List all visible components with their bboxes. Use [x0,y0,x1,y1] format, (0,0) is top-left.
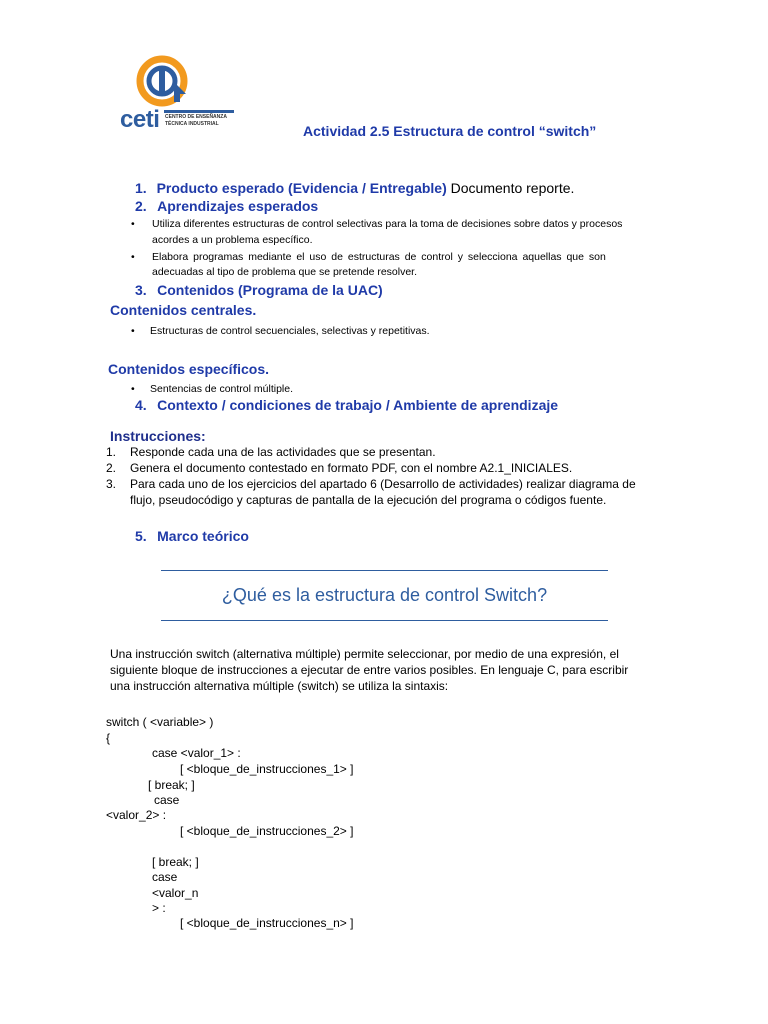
question-heading: ¿Qué es la estructura de control Switch? [221,585,548,605]
instruccion-2-number: 2. [106,461,117,475]
section-3-number: 3. [135,282,147,298]
code-line: switch ( <variable> ) [106,715,214,729]
code-line: case [154,793,180,807]
instruccion-1-number: 1. [106,445,117,459]
paragraph-line2: siguiente bloque de instrucciones a ejecutar de entre varios posibles. En lenguaje C, para escribir [110,663,629,677]
section-2-number: 2. [135,198,147,214]
bullet-dot: • [131,383,135,395]
contenidos-especificos-heading: Contenidos específicos. [108,361,270,377]
bullet-dot: • [131,218,135,230]
paragraph-line1: Una instrucción switch (alternativa múltiple) permite seleccionar, por medio de una expresión, el [110,647,619,661]
section-4-heading: Contexto / condiciones de trabajo / Ambiente de aprendizaje [157,397,559,413]
section-3-heading: Contenidos (Programa de la UAC) [157,282,383,298]
bullet-dot: • [131,325,135,337]
section-1-heading: Producto esperado (Evidencia / Entregable) [156,180,447,196]
code-line: <valor_2> : [106,808,167,822]
code-line: <valor_n [152,886,199,900]
code-line: [ <bloque_de_instrucciones_1> ] [180,762,354,776]
section-5 [135,528,249,546]
instruccion-3-line1: Para cada uno de los ejercicios del apartado 6 (Desarrollo de actividades) realizar diagrama de [130,477,636,491]
instruccion-1-text: Responde cada una de las actividades que se presentan. [130,445,436,459]
divider-bottom [161,620,608,621]
section-1-number: 1. [135,180,147,196]
contenidos-centrales-heading: Contenidos centrales. [110,302,257,318]
code-line: case <valor_1> : [152,746,241,760]
code-line: [ break; ] [152,855,199,869]
aprendizaje-1-line1: Utiliza diferentes estructuras de control selectivas para la toma de decisiones sobre datos y procesos [152,218,623,230]
page-title: Actividad 2.5 Estructura de control “switch” [303,123,597,139]
section-2-heading: Aprendizajes esperados [157,198,319,214]
contenidos-especificos-item: Sentencias de control múltiple. [150,383,293,395]
code-line: [ <bloque_de_instrucciones_n> ] [180,916,354,930]
section-3 [135,282,383,300]
aprendizaje-2-line1: Elabora programas mediante el uso de estructuras de control y selecciona aquellas que son [152,251,606,263]
logo-brand: ceti [120,106,160,133]
instrucciones-heading: Instrucciones: [110,428,206,444]
section-1 [135,180,574,196]
section-2 [135,198,318,216]
code-line: > : [152,901,166,915]
code-line: [ break; ] [148,778,195,792]
contenidos-centrales-item: Estructuras de control secuenciales, selectivas y repetitivas. [150,325,430,337]
code-line: [ <bloque_de_instrucciones_2> ] [180,824,354,838]
aprendizaje-1-line2: acordes a un problema específico. [152,234,313,246]
logo-line2: TÉCNICA INDUSTRIAL [165,121,219,127]
instruccion-3-number: 3. [106,477,117,491]
section-5-heading: Marco teórico [157,528,249,544]
instruccion-2-text: Genera el documento contestado en formato PDF, con el nombre A2.1_INICIALES. [130,461,573,475]
code-line: case [152,870,178,884]
code-line: { [106,731,111,745]
section-5-number: 5. [135,528,147,544]
logo-line1: CENTRO DE ENSEÑANZA [165,114,227,120]
ceti-logo [122,52,242,134]
paragraph-line3: una instrucción alternativa múltiple (switch) se utiliza la sintaxis: [110,679,449,693]
divider-top [161,570,608,571]
section-4 [135,397,558,415]
aprendizaje-2-line2: adecuadas al tipo de problema que se pretende resolver. [152,266,418,278]
section-1-text: Documento reporte. [450,180,575,196]
instruccion-3-line2: flujo, pseudocódigo y capturas de pantalla de la ejecución del programa o códigos fuente. [130,493,607,507]
section-4-number: 4. [135,397,147,413]
bullet-dot: • [131,251,135,263]
